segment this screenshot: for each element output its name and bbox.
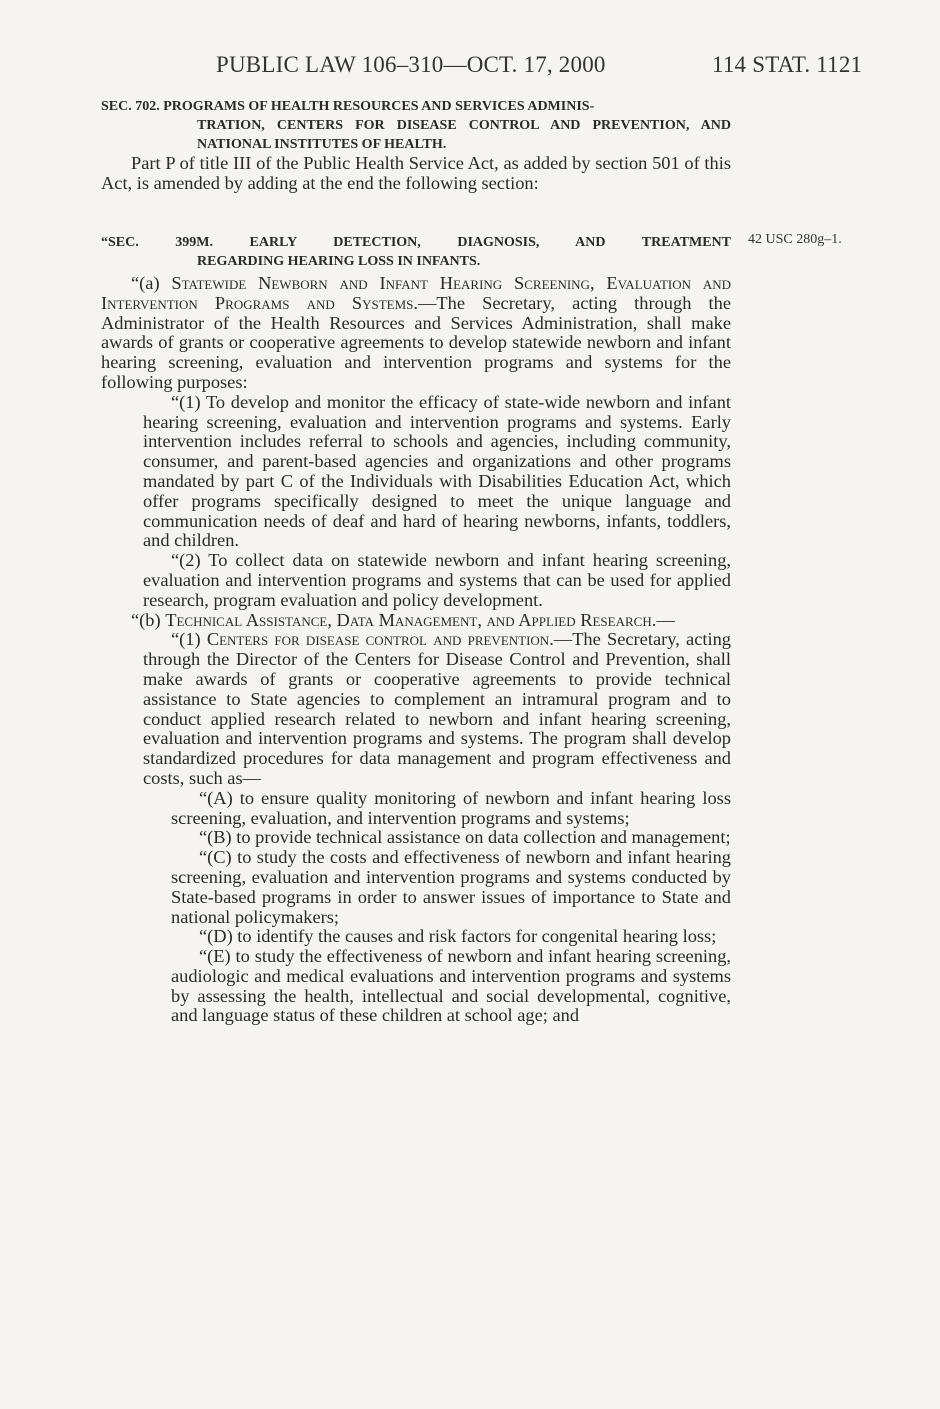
item-E: “(E) to study the effectiveness of newborn and infant hearing screening, audiologic and medical evaluations and intervention programs and systems by assessing the health, intellectual and social developmental, cognitive, and language status of these children at school age; and <box>171 946 731 1026</box>
paragraph-b1: “(1) Centers for disease control and prevention.—The Secretary, acting through the Director of the Centers for Disease Control and Prevention, shall make awards of grants or cooperative agreements to provide technical assistance to State agencies to complement an intramural program and to conduct applied research related to newborn and infant hearing screening, evaluation and intervention programs and systems. The program shall develop standardized procedures for data management and program effectiveness and costs, such as— <box>143 629 731 788</box>
subsection-b: “(b) Technical Assistance, Data Management, and Applied Research.— <box>131 609 675 630</box>
paragraph-a2: “(2) To collect data on statewide newborn and infant hearing screening, evaluation and intervention programs and systems that can be used for applied research, program evaluation and policy development. <box>143 550 731 610</box>
section-399m <box>101 233 731 1026</box>
section-702-text: Part P of title III of the Public Health Service Act, as added by section 501 of this Act, is amended by adding at the end the following section: <box>101 153 731 193</box>
subsection-b-title: Technical Assistance, Data Management, and Applied Research. <box>165 609 657 630</box>
paragraph-a1: “(1) To develop and monitor the efficacy of state-wide newborn and infant hearing screening, evaluation and intervention programs and systems. Early intervention includes referral to schools and agencies, including community, consumer, and parent-based agencies and organizations and other programs mandated by part C of the Individuals with Disabilities Education Act, which offer programs specifically designed to meet the unique language and communication needs of deaf and hard of hearing newborns, infants, toddlers, and children. <box>143 391 731 551</box>
item-C: “(C) to study the costs and effectiveness of newborn and infant hearing screening, evaluation and intervention programs and systems conducted by State-based programs in order to answer issues of importance to State and national policymakers; <box>171 847 731 927</box>
section-702 <box>101 97 731 194</box>
subsection-a: “(a) Statewide Newborn and Infant Hearing Screening, Evaluation and Intervention Programs and Systems.—The Secretary, acting through the Administrator of the Health Resources and Services Administration, shall make awards of grants or cooperative agreements to develop statewide newborn and infant hearing screening, evaluation and intervention programs and systems for the following purposes: <box>101 273 731 392</box>
item-B: “(B) to provide technical assistance on data collection and management; <box>199 827 731 848</box>
margin-citation: 42 USC 280g–1. <box>748 232 842 247</box>
item-D: “(D) to identify the causes and risk factors for congenital hearing loss; <box>199 926 717 947</box>
section-702-heading: SEC. 702. PROGRAMS OF HEALTH RESOURCES AND SERVICES ADMINIS- TRATION, CENTERS FOR DISEASE CONTROL AND PREVENTION, AND NATIONAL INSTITUTES OF HEALTH. <box>101 99 731 152</box>
page-number: 114 STAT. 1121 <box>712 52 863 77</box>
paragraph-b1-title: Centers for disease control and prevention. <box>206 629 554 650</box>
item-A: “(A) to ensure quality monitoring of newborn and infant hearing loss screening, evaluation, and intervention programs and systems; <box>171 787 731 828</box>
running-header-title: PUBLIC LAW 106–310—OCT. 17, 2000 <box>216 52 606 77</box>
subsection-a-title: Statewide Newborn and Infant Hearing Screening, Evaluation and Intervention Programs and Systems. <box>101 273 731 313</box>
section-399m-heading: “SEC. 399M. EARLY DETECTION, DIAGNOSIS, AND TREATMENT REGARDING HEARING LOSS IN INFANTS. <box>101 235 731 269</box>
